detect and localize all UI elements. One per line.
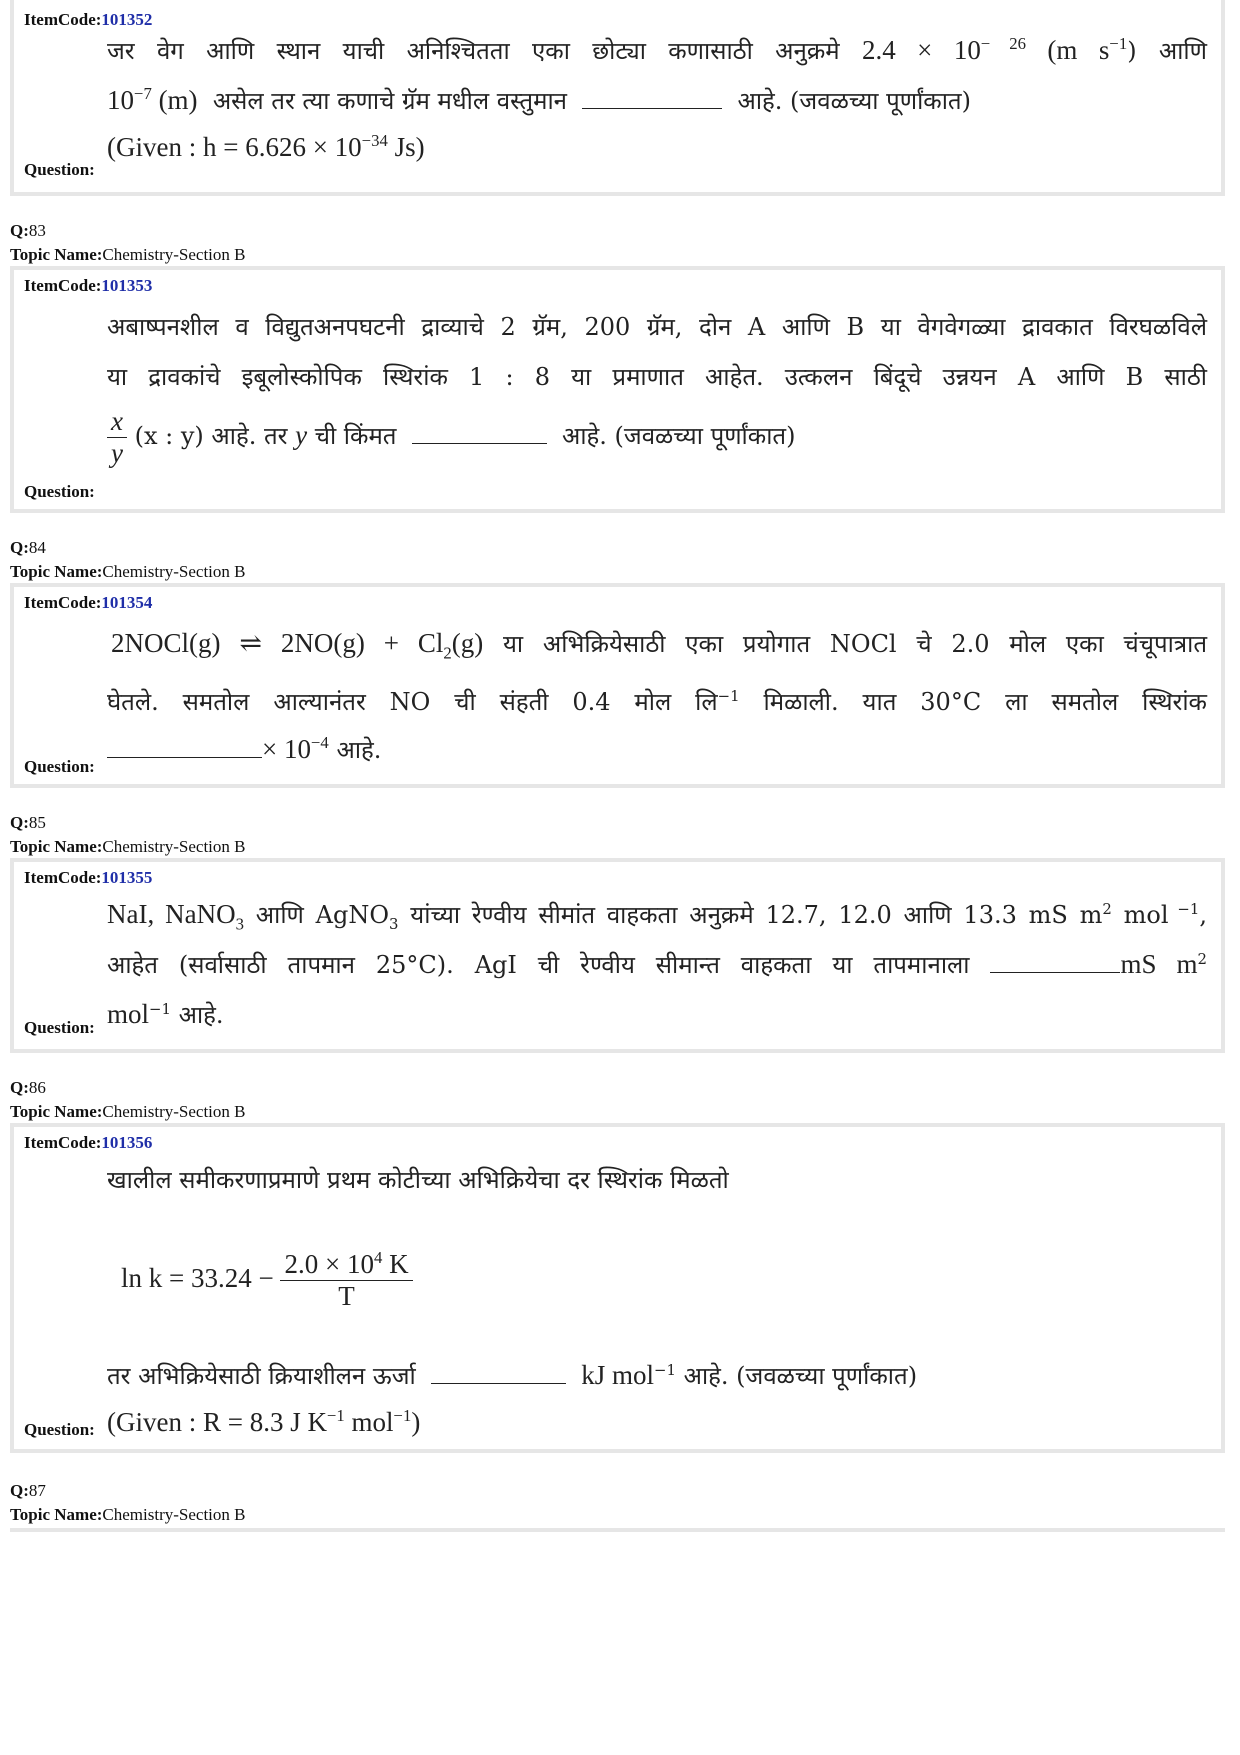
q85-exp-2: 2 [1197, 950, 1207, 968]
q86-given-mid: mol [344, 1407, 394, 1437]
question-line [107, 685, 1207, 718]
question-number-86 [10, 1077, 46, 1099]
eq-sub: 2 [443, 643, 452, 663]
q82-given: (Given : h = 6.626 × 10 [107, 132, 362, 162]
q-number: 86 [28, 1078, 46, 1097]
q83-tail: आहे. (जवळच्या पूर्णांकात) [562, 422, 796, 450]
question-line [107, 34, 1207, 67]
topic-name-83 [10, 244, 245, 266]
question-number-85 [10, 812, 46, 834]
question-card-82 [10, 0, 1225, 196]
q-prefix: Q: [10, 813, 29, 832]
q-number: 87 [28, 1481, 46, 1500]
question-label: Question: [24, 1018, 95, 1037]
q85-sub1: 3 [235, 914, 244, 934]
q85-a: NaI, NaNO [107, 899, 236, 929]
question-line [107, 84, 1207, 117]
q85-d: mol [1111, 901, 1169, 929]
question-card-85 [10, 858, 1225, 1053]
q82-exp-1: − 26 [980, 34, 1026, 53]
question-label: Question: [24, 1420, 95, 1439]
q-prefix: Q: [10, 538, 29, 557]
q85-exp2: −1 [1168, 900, 1200, 918]
answer-blank [431, 1382, 566, 1384]
q84-exp-3: −4 [310, 733, 329, 752]
q85-text-2: आहेत (सर्वासाठी तापमान 25°C). AgI ची रेण्वीय सीमान्त वाहकता या तापमानाला [107, 951, 970, 979]
q82-exp-2: −7 [134, 84, 152, 103]
topic-prefix: Topic Name: [10, 562, 103, 581]
item-code-label: ItemCode: [24, 276, 102, 295]
question-number-87 [10, 1480, 46, 1502]
item-code-value: 101355 [101, 868, 153, 887]
activation-fraction [280, 1249, 412, 1312]
question-line [107, 948, 1207, 981]
question-label: Question: [24, 757, 95, 776]
item-code-value: 101353 [101, 276, 153, 295]
q82-tail-1: ) आणि [1127, 37, 1208, 65]
answer-blank [107, 756, 262, 758]
q86-given-exp2: −1 [393, 1406, 412, 1425]
divider [10, 1528, 1225, 1532]
q84-text-2: घेतले. समतोल आल्यानंतर NO ची संहती 0.4 मोल लि [107, 688, 718, 716]
item-code-label: ItemCode: [24, 1133, 102, 1152]
q82-unit-exp: −1 [1109, 34, 1128, 53]
topic-value: Chemistry-Section B [102, 562, 246, 581]
question-label: Question: [24, 160, 95, 179]
fraction-x-over-y [107, 406, 127, 469]
equilibrium-arrow-icon: ⇌ [239, 628, 263, 658]
question-line [107, 406, 1207, 469]
q84-exp-2: −1 [717, 687, 740, 705]
q-prefix: Q: [10, 1481, 29, 1500]
q84-tail-2: मिळाली. यात 30°C ला समतोल स्थिरांक [763, 688, 1207, 716]
question-line: या द्रावकांचे इबूलोस्कोपिक स्थिरांक 1 : 8 या प्रमाणात आहेत. उत्कलन बिंदूचे उन्नयन A आणि B साठी [107, 363, 1207, 391]
q86-given: (Given : R = 8.3 J K [107, 1407, 327, 1437]
topic-name-85 [10, 836, 245, 858]
q85-exp-3: −1 [149, 1000, 171, 1018]
q85-exp1: 2 [1102, 900, 1112, 918]
q86-given-exp1: −1 [326, 1406, 345, 1425]
frac-exp: 4 [373, 1248, 383, 1267]
q84-tail-3: आहे. [336, 736, 382, 764]
item-code-85 [24, 868, 152, 888]
q82-unit-1: (m s [1047, 35, 1110, 65]
item-code-value: 101354 [101, 593, 153, 612]
topic-name-86 [10, 1101, 245, 1123]
topic-prefix: Topic Name: [10, 1505, 103, 1524]
question-line [107, 733, 1207, 766]
topic-prefix: Topic Name: [10, 837, 103, 856]
q-number: 84 [28, 538, 46, 557]
frac-denominator: T [338, 1281, 355, 1311]
item-code-label: ItemCode: [24, 10, 102, 29]
question-line [107, 998, 1207, 1031]
q86-unit: kJ mol [581, 1360, 655, 1390]
q-number: 85 [28, 813, 46, 832]
q85-e: , [1199, 901, 1208, 929]
answer-blank [412, 442, 547, 444]
item-code-84 [24, 593, 152, 613]
question-line [107, 132, 1207, 163]
q82-text-1: जर वेग आणि स्थान याची अनिश्चितता एका छोट्या कणासाठी अनुक्रमे [107, 37, 840, 65]
q84-text-1: या अभिक्रियेसाठी एका प्रयोगात NOCl चे 2.0 मोल एका चंचूपात्रात [503, 630, 1208, 658]
q83-text-3a: (x : y) आहे. तर [134, 422, 288, 450]
q82-text-2: असेल तर त्या कणाचे ग्रॅम मधील वस्तुमान [212, 87, 567, 115]
q82-given-exp: −34 [361, 131, 388, 150]
question-label: Question: [24, 482, 95, 501]
q-number: 83 [28, 221, 46, 240]
topic-name-87 [10, 1504, 245, 1526]
question-card-86 [10, 1123, 1225, 1453]
item-code-label: ItemCode: [24, 593, 102, 612]
q85-c: यांच्या रेण्वीय सीमांत वाहकता अनुक्रमे 12.7, 12.0 आणि 13.3 mS m [398, 901, 1103, 929]
question-line: अबाष्पनशील व विद्युतअनपघटनी द्राव्याचे 2 ग्रॅम, 200 ग्रॅम, दोन A आणि B या वेगवेगळ्या द्रावकात विरघळविले [107, 313, 1207, 341]
q-prefix: Q: [10, 1078, 29, 1097]
question-card-83 [10, 266, 1225, 513]
q85-tail-3: आहे. [170, 1001, 224, 1029]
question-card-84 [10, 583, 1225, 788]
item-code-value: 101352 [101, 10, 153, 29]
eq-right-tail: (g) [451, 628, 484, 658]
item-code-83 [24, 276, 152, 296]
q82-math-2: 10 [107, 85, 134, 115]
topic-value: Chemistry-Section B [102, 1505, 246, 1524]
answer-blank [582, 107, 722, 109]
frac-numerator: 2.0 × 10 [284, 1249, 374, 1279]
q85-text-3: mol [107, 999, 150, 1029]
eq-right: 2NO(g) + Cl [280, 628, 444, 658]
question-line [111, 627, 1208, 663]
q82-given-tail: Js) [387, 132, 425, 162]
q86-tail: आहे. (जवळच्या पूर्णांकात) [675, 1362, 918, 1390]
item-code-value: 101356 [101, 1133, 153, 1152]
item-code-label: ItemCode: [24, 868, 102, 887]
q85-sub2: 3 [389, 914, 399, 933]
q-prefix: Q: [10, 221, 29, 240]
question-number-84 [10, 537, 46, 559]
q83-text-3b: ची किंमत [314, 422, 397, 450]
item-code-86 [24, 1133, 152, 1153]
q84-math-3: × 10 [262, 734, 311, 764]
eq-left: 2NOCl(g) [111, 628, 221, 658]
question-number-83 [10, 220, 46, 242]
q86-exp: −1 [654, 1361, 676, 1379]
topic-prefix: Topic Name: [10, 245, 103, 264]
q85-tail-2: mS m [1120, 949, 1198, 979]
answer-blank [990, 971, 1120, 973]
frac-numerator: x [107, 406, 127, 438]
q82-math-1: 2.4 × 10 [861, 35, 981, 65]
topic-value: Chemistry-Section B [102, 245, 246, 264]
topic-prefix: Topic Name: [10, 1102, 103, 1121]
frac-denominator: y [111, 438, 123, 468]
q85-b: आणि AgNO [244, 901, 390, 929]
question-line: खालील समीकरणाप्रमाणे प्रथम कोटीच्या अभिक्रियेचा दर स्थिरांक मिळतो [107, 1166, 729, 1194]
topic-value: Chemistry-Section B [102, 837, 246, 856]
frac-unit: K [382, 1249, 409, 1279]
question-line [107, 1359, 1207, 1392]
item-code-82 [24, 10, 152, 30]
q86-given-tail: ) [411, 1407, 421, 1437]
question-line [107, 898, 1208, 934]
topic-value: Chemistry-Section B [102, 1102, 246, 1121]
eq-lhs: ln k = 33.24 − [121, 1263, 274, 1293]
q83-var: y [295, 420, 308, 450]
topic-name-84 [10, 561, 245, 583]
q82-unit-2: (m) [151, 85, 198, 115]
rate-equation [121, 1249, 1207, 1312]
q86-text-3: तर अभिक्रियेसाठी क्रियाशीलन ऊर्जा [107, 1362, 416, 1390]
q82-tail-2: आहे. (जवळच्या पूर्णांकात) [737, 87, 971, 115]
question-line [107, 1407, 1207, 1438]
